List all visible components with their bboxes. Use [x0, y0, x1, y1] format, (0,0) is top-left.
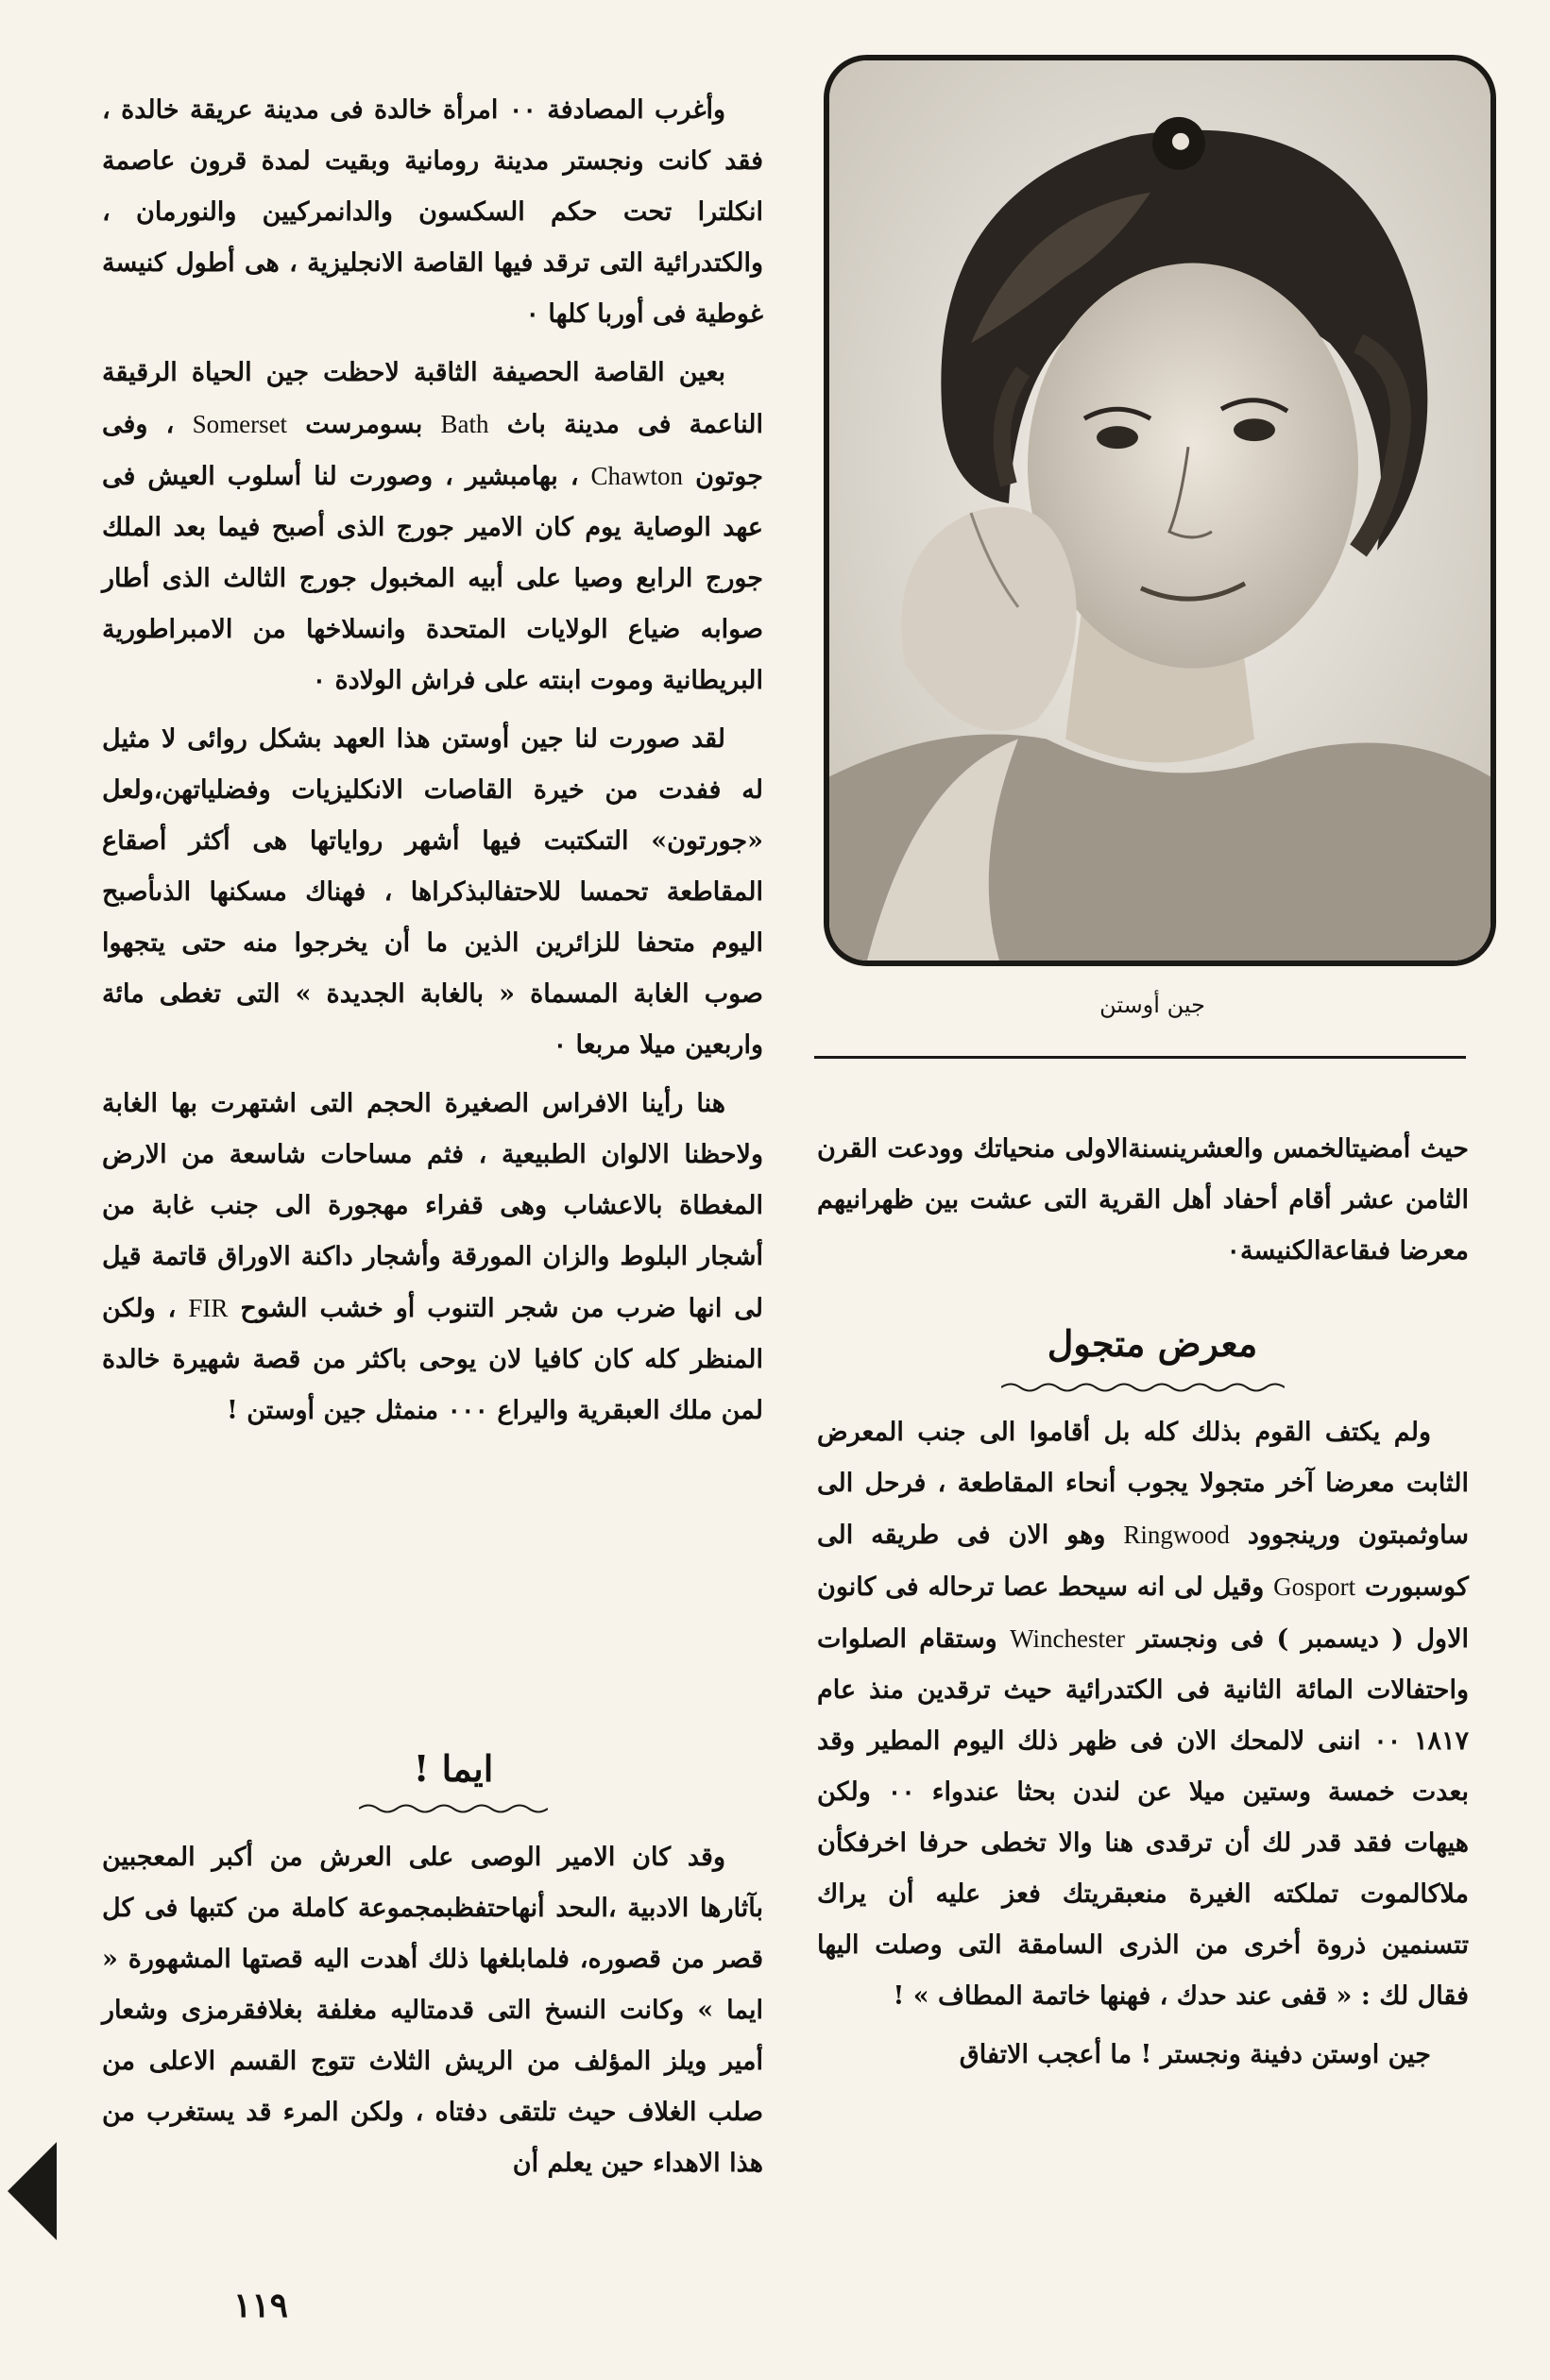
paragraph-closing: جين اوستن دفينة ونجستر ! ما أعجب الاتفاق: [959, 2040, 1431, 2069]
heading-travelling-exhibit: معرض متجول: [1047, 1322, 1258, 1365]
portrait-caption: جين أوستن: [1099, 992, 1205, 1018]
paragraph-emma: وقد كان الامير الوصى على العرش من أكبر المعجبين بآثارها الادبية ،الىحد أنهاحتفظبمجموعة كاملة من كتبها فى كل قصر من قصوره، فلمابلغها ذلك أهدت اليه قصتها المشهورة « ايما » وكانت النسخ التى قدمتاليه مغلفة بغلافقرمزى وشعار أمير ويلز المؤلف من الريش الثلاث تتوج القسم الاعلى من صلب الغلاف حيث تلتقى دفتاه ، ولكن المرء قد يستغرب من هذا الاهداء حين يعلم أن: [102, 1843, 763, 2178]
right-column: [817, 1407, 1469, 2088]
divider-rule: [814, 1056, 1466, 1059]
emma-column: [102, 1832, 763, 2197]
portrait-illustration: [829, 60, 1490, 960]
left-column: [102, 85, 763, 1444]
paragraph-bath-chawton: بعين القاصة الحصيفة الثاقبة لاحظت جين الحياة الرقيقة الناعمة فى مدينة باث Bath بسومرست Somerset ، وفى جوتون Chawton ، بهامبشير ، وصورت لنا أسلوب العيش فى عهد الوصاية يوم كان الامير جورج الذى أصبح فيما بعد الملك جورج الرابع وصيا على أبيه المخبول جورج الثالث الذى أطار صوابه ضياع الولايات المتحدة وانسلاخها من الامبراطورية البريطانية وموت ابنته على فراش الولادة ٠: [102, 358, 763, 695]
paragraph-travelling-exhibit: ولم يكتف القوم بذلك كله بل أقاموا الى جنب المعرض الثابت معرضا آخر متجولا يجوب أنحاء المقاطعة ، فرحل الى ساوثمبتون ورينجوود Ringwood وهو الان فى طريقه الى كوسبورت Gosport وقيل لى انه سيحط عصا ترحاله فى كانون الاول ( ديسمبر ) فى ونجستر Winchester وستقام الصلوات واحتفالات المائة الثانية فى الكتدرائية حيث ترقدين منذ عام ١٨١٧ ٠٠ اننى لالمحك الان فى ظهر ذلك اليوم المطير وقد بعدت خمسة وستين ميلا عن لندن بحثا عندواء ٠٠ ولكن هيهات فقد قدر لك أن ترقدى هنا والا تخطى حرفا اخرفكأن ملاكالموت تملكته الغيرة منعبقريتك فعز عليه أن يراك تتسنمين ذروة أخرى من الذرى السامقة التى وصلت اليها فقال لك : « قفى عند حدك ، فهنها خاتمة المطاف » !: [817, 1418, 1470, 2011]
latin-word-ringwood: Ringwood: [1123, 1521, 1230, 1549]
latin-word-somerset: Somerset: [192, 410, 288, 438]
latin-word-gosport: Gosport: [1273, 1572, 1356, 1601]
paragraph-new-forest: هنا رأينا الافراس الصغيرة الحجم التى اشتهرت بها الغابة ولاحظنا الالوان الطبيعية ، فثم مساحات شاسعة من الارض المغطاة بالاعشاب وهى قفراء مهجورة الى جنب غابة من أشجار البلوط والزان المورقة وأشجار داكنة الاوراق قاتمة قيل لى انها ضرب من شجر التنوب أو خشب الشوح FIR ، ولكن المنظر كله كان كافيا لان يوحى باكثر من قصة شهيرة خالدة لمن ملك العبقرية واليراع ٠٠٠ منمثل جين أوستن !: [102, 1089, 763, 1425]
paragraph-regency-era: لقد صورت لنا جين أوستن هذا العهد بشكل روائى لا مثيل له ففدت من خيرة القاصات الانكليزيات وفضلياتهن،ولعل «جورتون» التىكتبت فيها أشهر رواياتها هى أكثر أصقاع المقاطعة تحمسا للاحتفالبذكراها ، فهناك مسكنها الذىأصبح اليوم متحفا للزائرين الذين ما أن يخرجوا منه حتى يتجهوا صوب الغابة المسماة « بالغابة الجديدة » التى تغطى مائة واربعين ميلا مربعا ٠: [102, 724, 763, 1060]
heading-emma: ايما !: [413, 1747, 494, 1790]
right-top-column: [817, 1124, 1469, 1284]
previous-page-arrow-icon[interactable]: [8, 2142, 57, 2240]
latin-word-chawton: Chawton: [590, 462, 684, 490]
paragraph-church-exhibit: حيث أمضيتالخمس والعشرينسنةالاولى منحياتك وودعت القرن الثامن عشر أقام أحفاد أهل القرية التى عشت بين ظهرانيهم معرضا فىقاعةالكنيسة٠: [817, 1134, 1469, 1266]
latin-word-winchester: Winchester: [1010, 1624, 1125, 1653]
heading-exhibit-ornament: [1001, 1381, 1285, 1394]
page-number: ١١٩: [232, 2286, 288, 2325]
latin-word-fir: FIR: [188, 1294, 229, 1322]
heading-emma-ornament: [359, 1802, 548, 1815]
latin-word-bath: Bath: [440, 410, 489, 438]
paragraph-winchester-city: وأغرب المصادفة ٠٠ امرأة خالدة فى مدينة عريقة خالدة ، فقد كانت ونجستر مدينة رومانية وبقيت لمدة قرون عاصمة انكلترا تحت حكم السكسون والدانمركيين والنورمان ، والكتدرائية التى ترقد فيها القاصة الانجليزية ، هى أطول كنيسة غوطية فى أوربا كلها ٠: [102, 95, 763, 329]
portrait-jane-austen: [824, 55, 1496, 966]
